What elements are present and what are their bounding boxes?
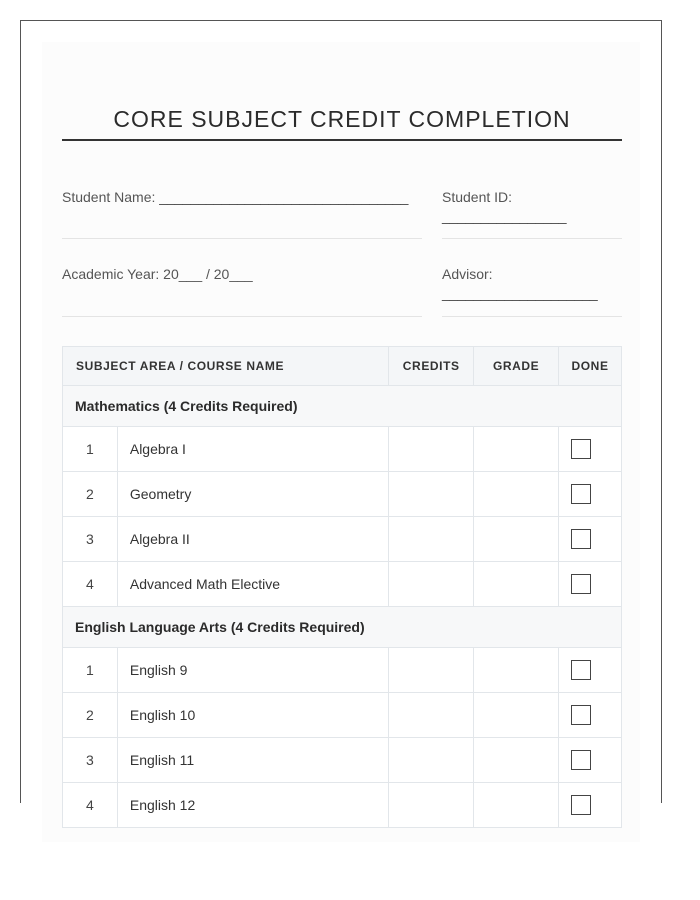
- grade-cell[interactable]: [474, 517, 559, 562]
- advisor-field[interactable]: [442, 266, 622, 317]
- student-name-line: ________________________________: [159, 189, 409, 205]
- section-title: Mathematics (4 Credits Required): [63, 386, 622, 427]
- credits-cell[interactable]: [389, 693, 474, 738]
- done-checkbox[interactable]: [571, 750, 591, 770]
- done-cell: [559, 562, 622, 607]
- document-title: CORE SUBJECT CREDIT COMPLETION: [113, 106, 571, 132]
- course-name: English 10: [117, 693, 388, 738]
- grade-cell[interactable]: [474, 648, 559, 693]
- credits-cell[interactable]: [389, 783, 474, 828]
- form-sheet: [42, 42, 640, 842]
- done-checkbox[interactable]: [571, 660, 591, 680]
- course-number: 1: [63, 648, 118, 693]
- course-name: English 11: [117, 738, 388, 783]
- course-number: 2: [63, 693, 118, 738]
- course-name: Geometry: [117, 472, 388, 517]
- table-row: [63, 472, 622, 517]
- table-row: [63, 648, 622, 693]
- header-subject: SUBJECT AREA / COURSE NAME: [63, 347, 389, 386]
- done-cell: [559, 693, 622, 738]
- done-cell: [559, 427, 622, 472]
- course-number: 4: [63, 783, 118, 828]
- course-number: 3: [63, 738, 118, 783]
- done-cell: [559, 738, 622, 783]
- student-name-field[interactable]: [62, 189, 422, 239]
- advisor-line: ____________________: [442, 285, 598, 301]
- course-name: Advanced Math Elective: [117, 562, 388, 607]
- grade-cell[interactable]: [474, 693, 559, 738]
- done-cell: [559, 783, 622, 828]
- credits-cell[interactable]: [389, 562, 474, 607]
- credits-cell[interactable]: [389, 472, 474, 517]
- page-frame: [20, 20, 662, 813]
- section-title: English Language Arts (4 Credits Required): [63, 607, 622, 648]
- course-number: 4: [63, 562, 118, 607]
- course-name: Algebra II: [117, 517, 388, 562]
- table-row: [63, 427, 622, 472]
- academic-year-label: Academic Year: 20___ / 20___: [62, 266, 253, 282]
- course-name: English 12: [117, 783, 388, 828]
- advisor-label: Advisor:: [442, 266, 493, 282]
- course-number: 3: [63, 517, 118, 562]
- header-credits: CREDITS: [389, 347, 474, 386]
- table-header-row: [63, 347, 622, 386]
- table-row: [63, 693, 622, 738]
- done-checkbox[interactable]: [571, 574, 591, 594]
- course-number: 2: [63, 472, 118, 517]
- done-checkbox[interactable]: [571, 439, 591, 459]
- section-header-row: [63, 386, 622, 427]
- grade-cell[interactable]: [474, 738, 559, 783]
- section-header-row: [63, 607, 622, 648]
- student-id-label: Student ID:: [442, 189, 513, 205]
- done-cell: [559, 517, 622, 562]
- credits-cell[interactable]: [389, 517, 474, 562]
- course-name: English 9: [117, 648, 388, 693]
- credits-table: [62, 346, 622, 828]
- course-name: Algebra I: [117, 427, 388, 472]
- course-number: 1: [63, 427, 118, 472]
- grade-cell[interactable]: [474, 783, 559, 828]
- done-checkbox[interactable]: [571, 705, 591, 725]
- title-divider: [62, 139, 622, 141]
- header-grade: GRADE: [474, 347, 559, 386]
- credits-cell[interactable]: [389, 648, 474, 693]
- student-id-field[interactable]: [442, 189, 622, 239]
- student-name-label: Student Name:: [62, 189, 156, 205]
- credits-cell[interactable]: [389, 427, 474, 472]
- done-checkbox[interactable]: [571, 484, 591, 504]
- academic-year-field[interactable]: [62, 266, 422, 317]
- grade-cell[interactable]: [474, 562, 559, 607]
- credits-cell[interactable]: [389, 738, 474, 783]
- header-done: DONE: [559, 347, 622, 386]
- student-id-line: ________________: [442, 208, 567, 224]
- done-checkbox[interactable]: [571, 795, 591, 815]
- table-row: [63, 562, 622, 607]
- done-cell: [559, 648, 622, 693]
- done-cell: [559, 472, 622, 517]
- done-checkbox[interactable]: [571, 529, 591, 549]
- grade-cell[interactable]: [474, 472, 559, 517]
- table-row: [63, 517, 622, 562]
- grade-cell[interactable]: [474, 427, 559, 472]
- table-row: [63, 738, 622, 783]
- table-row: [63, 783, 622, 828]
